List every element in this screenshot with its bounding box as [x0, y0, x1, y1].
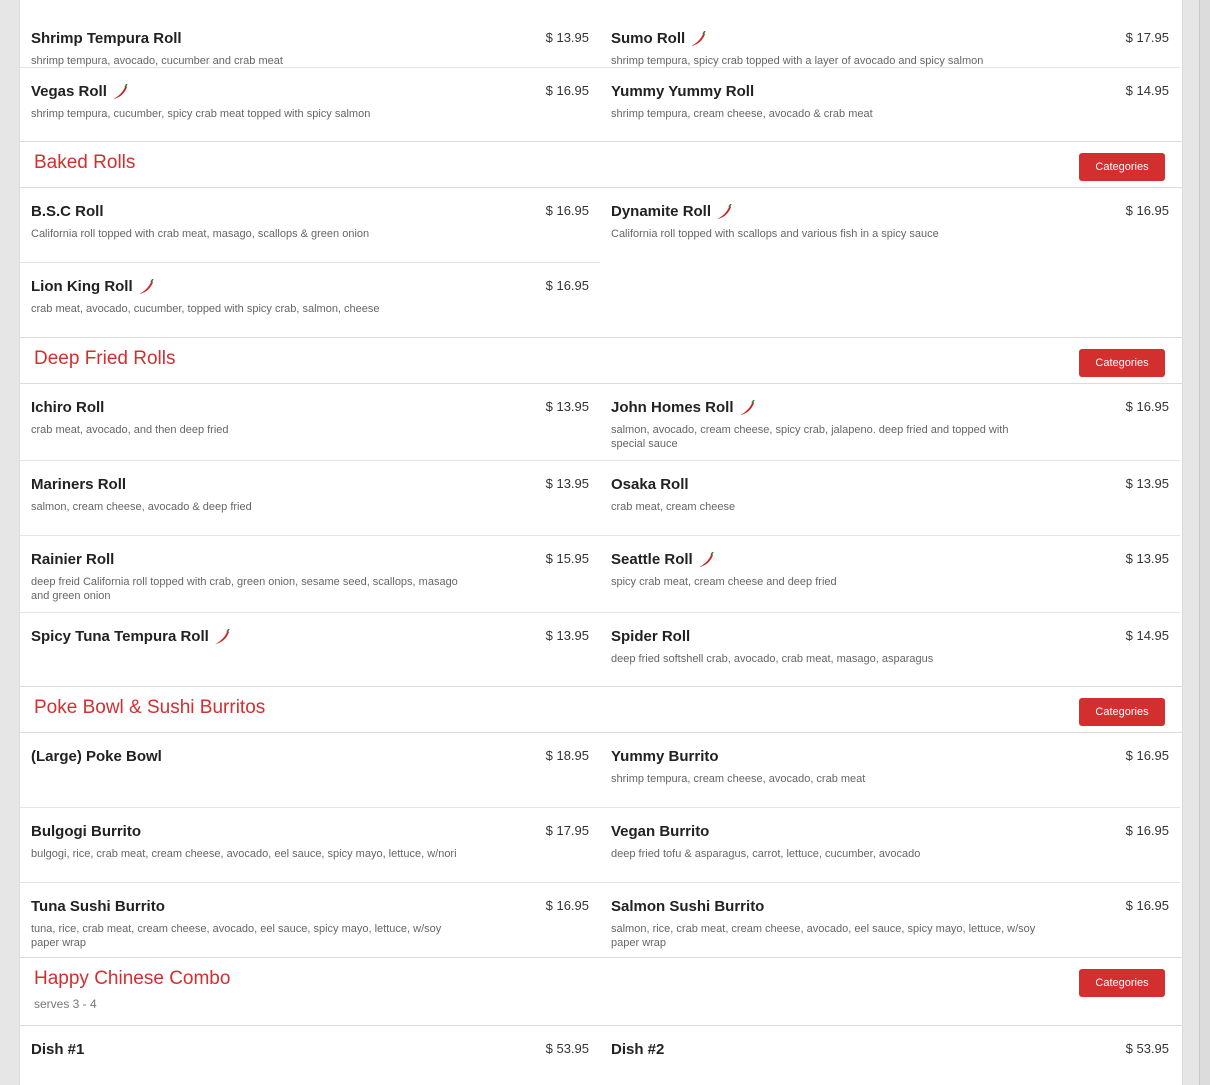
menu-item[interactable] [20, 1026, 600, 1085]
menu-item[interactable] [20, 733, 600, 808]
menu-item[interactable] [20, 0, 600, 68]
section-deep-fried-rolls [20, 337, 1182, 686]
item-description: salmon, avocado, cream cheese, spicy crab, jalapeno. deep fried and topped with special sauce [611, 424, 1009, 450]
item-description: spicy crab meat, cream cheese and deep fried [611, 576, 837, 588]
section-header [20, 687, 1182, 733]
item-name: Dynamite Roll [611, 203, 732, 220]
item-name: Rainier Roll [31, 551, 115, 568]
item-description: shrimp tempura, cream cheese, avocado, crab meat [611, 773, 866, 785]
menu-item[interactable] [20, 68, 600, 141]
menu-item[interactable] [600, 461, 1180, 536]
item-description: salmon, rice, crab meat, cream cheese, avocado, eel sauce, spicy mayo, lettuce, w/soy paper wrap [611, 923, 1036, 949]
section-title: Poke Bowl & Sushi Burritos [34, 697, 266, 718]
item-description: crab meat, avocado, cucumber, topped with spicy crab, salmon, cheese [31, 303, 380, 315]
chili-pepper-icon [110, 84, 128, 100]
menu-item[interactable] [600, 808, 1180, 883]
item-description: crab meat, cream cheese [611, 501, 736, 513]
menu-item[interactable] [20, 384, 600, 461]
item-price: $ 17.95 [545, 823, 589, 838]
item-price: $ 16.95 [1125, 823, 1169, 838]
menu-grid [20, 733, 1182, 957]
item-description: shrimp tempura, avocado, cucumber and crab meat [31, 55, 283, 67]
item-description: deep fried softshell crab, avocado, crab meat, masago, asparagus [611, 653, 934, 665]
item-price: $ 18.95 [545, 748, 589, 763]
section-subtitle: serves 3 - 4 [34, 997, 97, 1011]
item-name: Sumo Roll [611, 30, 706, 47]
chili-pepper-icon [737, 400, 755, 416]
menu-item[interactable] [600, 68, 1180, 141]
item-name: John Homes Roll [611, 399, 755, 416]
item-price: $ 13.95 [545, 30, 589, 45]
item-price: $ 13.95 [1125, 551, 1169, 566]
item-price: $ 53.95 [545, 1041, 589, 1056]
item-name: Salmon Sushi Burrito [611, 898, 765, 915]
item-name: B.S.C Roll [31, 203, 104, 220]
item-name: Ichiro Roll [31, 399, 105, 416]
menu-container [19, 0, 1183, 1085]
item-price: $ 17.95 [1125, 30, 1169, 45]
menu-grid [20, 384, 1182, 686]
menu-item[interactable] [20, 188, 600, 263]
item-description: crab meat, avocado, and then deep fried [31, 424, 229, 436]
menu-grid [20, 1026, 1182, 1085]
item-name: Lion King Roll [31, 278, 154, 295]
item-description: California roll topped with scallops and various fish in a spicy sauce [611, 228, 939, 240]
section-header [20, 338, 1182, 384]
item-price: $ 13.95 [1125, 476, 1169, 491]
item-price: $ 14.95 [1125, 83, 1169, 98]
section-title: Happy Chinese Combo [34, 968, 231, 989]
item-price: $ 16.95 [545, 898, 589, 913]
item-name: Dish #1 [31, 1041, 85, 1058]
item-name: Yummy Burrito [611, 748, 719, 765]
chili-pepper-icon [714, 204, 732, 220]
item-price: $ 16.95 [545, 278, 589, 293]
menu-item[interactable] [20, 461, 600, 536]
menu-item[interactable] [600, 536, 1180, 613]
section-baked-rolls [20, 141, 1182, 337]
section-happy-chinese-combo [20, 957, 1182, 1085]
menu-item[interactable] [600, 0, 1180, 68]
item-price: $ 16.95 [545, 83, 589, 98]
item-name: Dish #2 [611, 1041, 665, 1058]
categories-button[interactable]: Categories [1079, 153, 1165, 181]
menu-item[interactable] [20, 263, 600, 337]
categories-button[interactable]: Categories [1079, 349, 1165, 377]
item-name: Vegan Burrito [611, 823, 710, 840]
item-name: Tuna Sushi Burrito [31, 898, 165, 915]
chili-pepper-icon [136, 279, 154, 295]
item-name: Spicy Tuna Tempura Roll [31, 628, 230, 645]
item-price: $ 53.95 [1125, 1041, 1169, 1056]
item-price: $ 16.95 [1125, 399, 1169, 414]
item-description: tuna, rice, crab meat, cream cheese, avocado, eel sauce, spicy mayo, lettuce, w/soy paper wrap [31, 923, 442, 949]
item-name: Osaka Roll [611, 476, 689, 493]
section-title: Deep Fried Rolls [34, 348, 176, 369]
item-name: (Large) Poke Bowl [31, 748, 162, 765]
section-poke-bowl-burritos [20, 686, 1182, 957]
item-description: shrimp tempura, cream cheese, avocado & crab meat [611, 108, 873, 120]
item-price: $ 15.95 [545, 551, 589, 566]
chili-pepper-icon [688, 31, 706, 47]
item-price: $ 16.95 [1125, 898, 1169, 913]
menu-item[interactable] [600, 733, 1180, 808]
item-name: Spider Roll [611, 628, 691, 645]
item-price: $ 16.95 [1125, 748, 1169, 763]
page-scrollbar[interactable] [1199, 0, 1210, 1085]
item-name: Shrimp Tempura Roll [31, 30, 182, 47]
menu-item[interactable] [20, 883, 600, 957]
menu-item[interactable] [20, 808, 600, 883]
item-name: Bulgogi Burrito [31, 823, 141, 840]
item-description: shrimp tempura, spicy crab topped with a layer of avocado and spicy salmon [611, 55, 984, 67]
item-description: salmon, cream cheese, avocado & deep fried [31, 501, 252, 513]
menu-item[interactable] [20, 536, 600, 613]
menu-item[interactable] [600, 188, 1180, 263]
categories-button[interactable]: Categories [1079, 698, 1165, 726]
menu-item[interactable] [600, 883, 1180, 957]
menu-item[interactable] [600, 1026, 1180, 1085]
menu-item[interactable] [600, 613, 1180, 686]
menu-grid [20, 0, 1182, 141]
item-description: bulgogi, rice, crab meat, cream cheese, avocado, eel sauce, spicy mayo, lettuce, w/nori [31, 848, 457, 860]
item-name: Seattle Roll [611, 551, 714, 568]
item-name: Yummy Yummy Roll [611, 83, 755, 100]
item-price: $ 13.95 [545, 628, 589, 643]
item-price: $ 16.95 [1125, 203, 1169, 218]
section-special-rolls-continued [20, 0, 1182, 141]
chili-pepper-icon [696, 552, 714, 568]
section-header [20, 142, 1182, 188]
item-price: $ 13.95 [545, 399, 589, 414]
menu-grid [20, 188, 1182, 337]
categories-button[interactable]: Categories [1079, 969, 1165, 997]
menu-item[interactable] [600, 384, 1180, 461]
item-description: California roll topped with crab meat, masago, scallops & green onion [31, 228, 370, 240]
section-title: Baked Rolls [34, 152, 136, 173]
item-description: deep fried tofu & asparagus, carrot, lettuce, cucumber, avocado [611, 848, 921, 860]
item-description: deep freid California roll topped with crab, green onion, sesame seed, scallops, masago and green onion [31, 576, 458, 602]
item-price: $ 14.95 [1125, 628, 1169, 643]
item-description: shrimp tempura, cucumber, spicy crab meat topped with spicy salmon [31, 108, 371, 120]
item-name: Mariners Roll [31, 476, 127, 493]
section-header [20, 958, 1182, 1026]
item-name: Vegas Roll [31, 83, 128, 100]
item-price: $ 13.95 [545, 476, 589, 491]
menu-item[interactable] [20, 613, 600, 686]
chili-pepper-icon [212, 629, 230, 645]
item-price: $ 16.95 [545, 203, 589, 218]
